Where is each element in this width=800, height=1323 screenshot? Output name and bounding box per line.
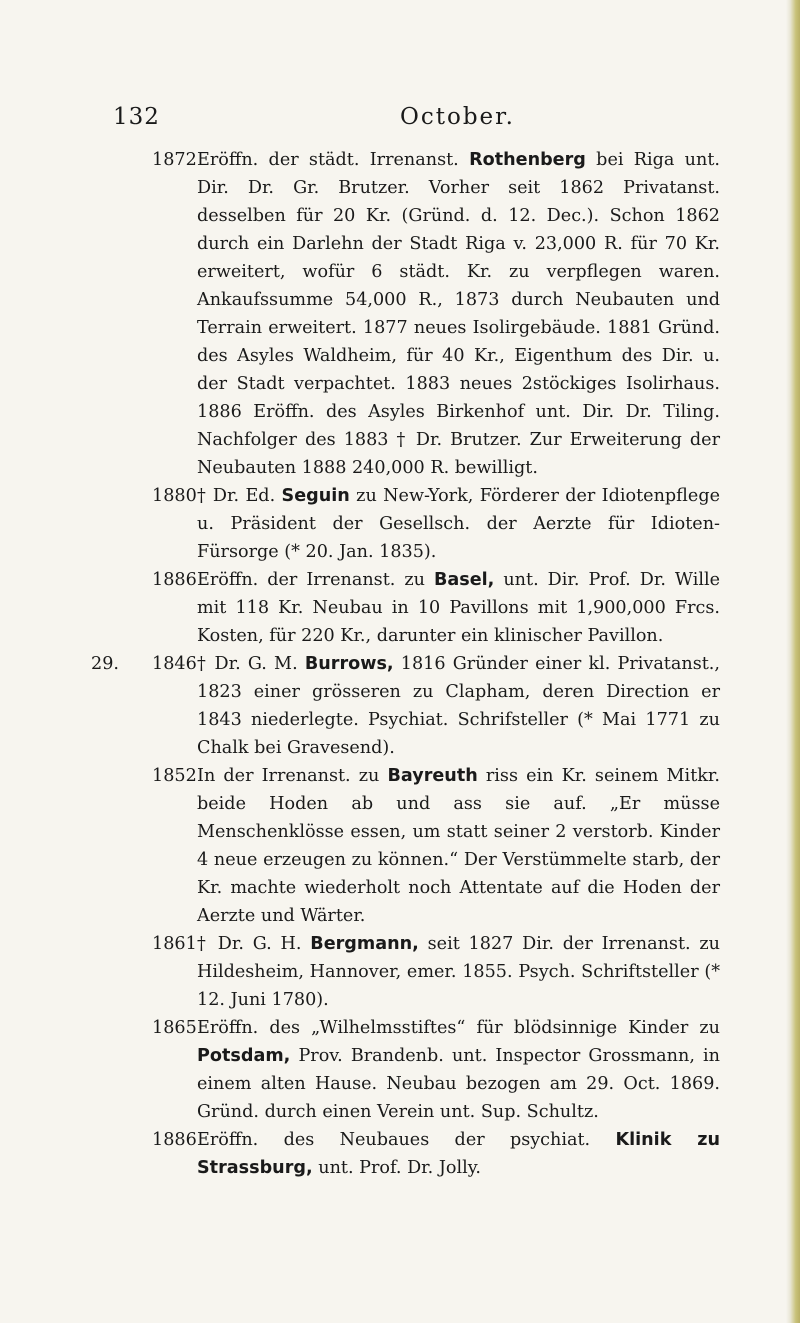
entry-name: Bayreuth [387, 766, 478, 786]
entry-text-rest: seit 1827 Dir. der Irrenanst. zu Hildesheim, Hannover, emer. 1855. Psych. Schriftsteller (* 12. Juni 1780). [197, 934, 720, 1010]
entry-name: Potsdam, [197, 1046, 291, 1066]
page-number: 132 [113, 104, 160, 130]
calendar-entry [100, 1014, 720, 1126]
entry-name: Basel, [433, 570, 495, 590]
entry-text [197, 566, 720, 650]
entry-text-lead: Eröffn. des „Wilhelmsstiftes“ für blödsinnige Kinder zu [197, 1018, 720, 1038]
calendar-entry [100, 482, 720, 566]
entry-text-rest: bei Riga unt. Dir. Dr. Gr. Brutzer. Vorher seit 1862 Privatanst. desselben für 20 Kr. (Gründ. d. 12. Dec.). Schon 1862 durch ein Darlehn der Stadt Riga v. 23,000 R. für 70 Kr. erweitert, wofür 6 städt. Kr. zu verpflegen waren. Ankaufssumme 54,000 R., 1873 durch Neubauten und Terrain erweitert. 1877 neues Isolirgebäude. 1881 Gründ. des Asyles Waldheim, für 40 Kr., Eigenthum des Dir. u. der Stadt verpachtet. 1883 neues 2stöckiges Isolirhaus. 1886 Eröffn. des Asyles Birkenhof unt. Dir. Dr. Tiling. Nachfolger des 1883 † Dr. Brutzer. Zur Erweiterung der Neubauten 1888 240,000 R. bewilligt. [197, 150, 721, 478]
calendar-entry [100, 146, 720, 482]
entry-year: 1886 [152, 570, 197, 590]
running-title: October. [400, 104, 515, 130]
entry-year: 1880 [152, 486, 197, 506]
calendar-entry [100, 762, 720, 930]
entry-text-rest: zu New-York, Förderer der Idiotenpflege u. Präsident der Gesellsch. der Aerzte für Idioten-Fürsorge (* 20. Jan. 1835). [197, 486, 720, 562]
entry-text [197, 650, 720, 762]
entry-text [197, 930, 720, 1014]
page-header [0, 104, 800, 134]
entry-text-lead: Eröffn. der städt. Irrenanst. [197, 150, 470, 170]
entry-name: Seguin [281, 486, 350, 506]
entry-name: Klinik zu Strassburg, [197, 1130, 721, 1178]
entry-text-rest: unt. Dir. Prof. Dr. Wille mit 118 Kr. Neubau in 10 Pavillons mit 1,900,000 Frcs. Kosten, für 220 Kr., darunter ein klinischer Pavillon. [197, 570, 720, 646]
entry-year: 1861 [152, 934, 197, 954]
entry-year: 1846 [152, 654, 197, 674]
entry-text [197, 1126, 720, 1182]
entry-text-rest: riss ein Kr. seinem Mitkr. beide Hoden ab und ass sie auf. „Er müsse Menschenklösse essen, um statt seiner 2 verstorb. Kinder 4 neue erzeugen zu können.“ Der Verstümmelte starb, der Kr. machte wiederholt noch Attentate auf die Hoden der Aerzte und Wärter. [197, 766, 720, 926]
entry-year: 1865 [152, 1018, 197, 1038]
calendar-entry [100, 1126, 720, 1182]
entry-text [197, 1014, 720, 1126]
entry-year: 1872 [152, 150, 197, 170]
entry-name: Burrows, [304, 654, 394, 674]
calendar-entry [100, 930, 720, 1014]
entry-text-lead: In der Irrenanst. zu [197, 766, 388, 786]
entry-text-lead: † Dr. G. H. [197, 934, 311, 954]
entry-text-lead: † Dr. G. M. [197, 654, 305, 674]
entry-text-lead: † Dr. Ed. [197, 486, 282, 506]
entry-text [197, 146, 720, 482]
entry-year: 1886 [152, 1130, 197, 1150]
calendar-entry [91, 650, 720, 762]
calendar-entries [91, 146, 721, 1182]
entry-text-rest: unt. Prof. Dr. Jolly. [312, 1158, 481, 1178]
entry-year: 1852 [152, 766, 197, 786]
calendar-entry [100, 566, 720, 650]
entry-text-rest: 1816 Gründer einer kl. Privatanst., 1823 einer grösseren zu Clapham, deren Direction er 1843 niederlegte. Psychiat. Schrifsteller (* Mai 1771 zu Chalk bei Gravesend). [197, 654, 720, 758]
entry-name: Rothenberg [469, 150, 586, 170]
entry-day: 29. [91, 654, 119, 674]
page-edge [786, 0, 800, 1323]
entry-text-lead: Eröffn. der Irrenanst. zu [197, 570, 434, 590]
entry-text-lead: Eröffn. des Neubaues der psychiat. [197, 1130, 616, 1150]
entry-text [197, 482, 720, 566]
entry-text [197, 762, 720, 930]
entry-name: Bergmann, [310, 934, 419, 954]
entry-text-rest: Prov. Brandenb. unt. Inspector Grossmann, in einem alten Hause. Neubau bezogen am 29. Oct. 1869. Gründ. durch einen Verein unt. Sup. Schultz. [197, 1046, 720, 1122]
